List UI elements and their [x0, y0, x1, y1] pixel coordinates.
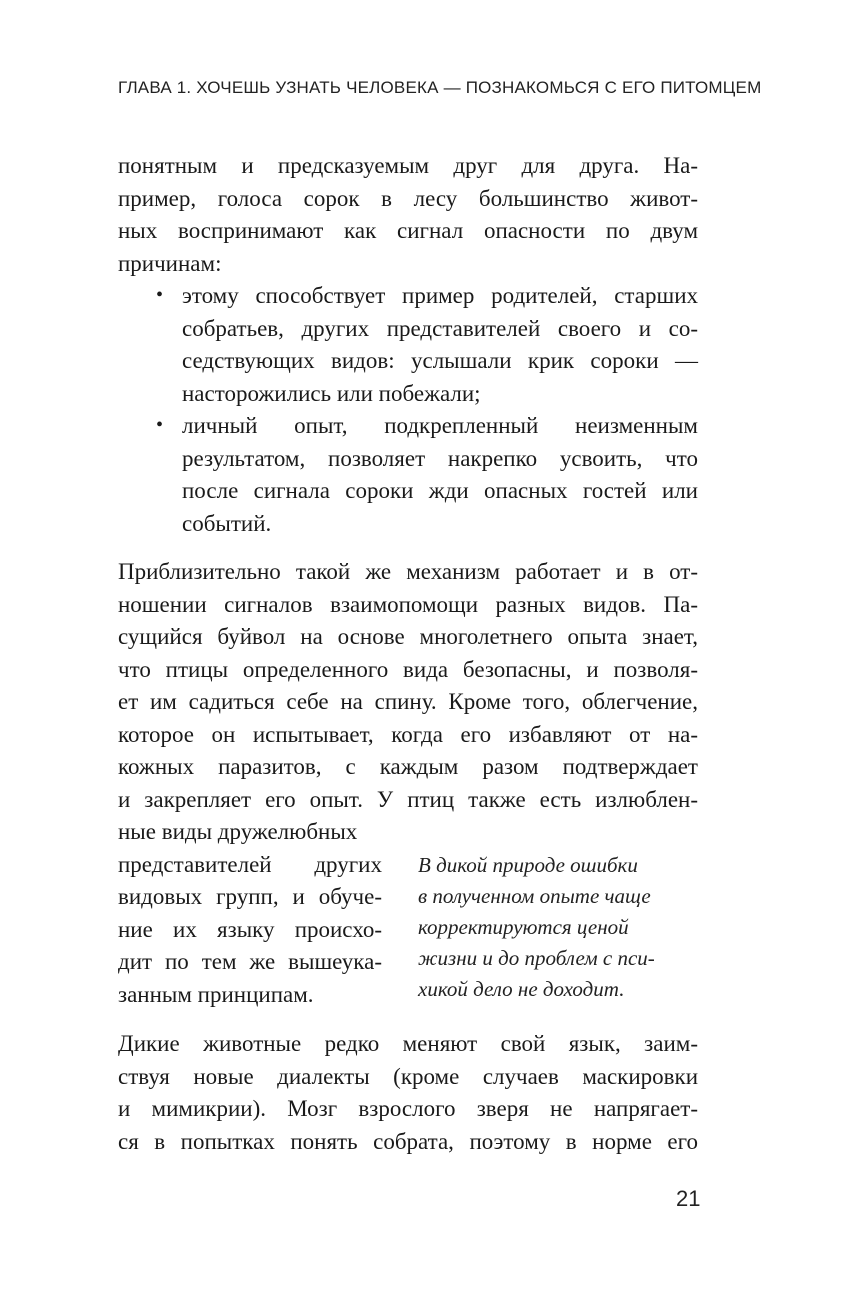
pullquote-line: хикой дело не доходит. — [418, 976, 625, 1001]
paragraph-line: кожных паразитов, с каждым разом подтверждает — [118, 754, 698, 779]
bullet-marker: • — [156, 284, 164, 306]
bullet-line: собратьев, других представителей своего и со- — [182, 315, 698, 341]
bullet-line: личный опыт, подкрепленный неизменным — [182, 413, 698, 438]
paragraph-line: представителей других — [118, 851, 382, 877]
paragraph-line: Приблизительно такой же механизм работает и в от- — [118, 559, 698, 584]
paragraph-line: причинам: — [118, 250, 222, 276]
paragraph-line: Дикие животные редко меняют свой язык, заим- — [118, 1031, 698, 1056]
bullet-line: после сигнала сороки жди опасных гостей или — [182, 478, 698, 503]
paragraph-line: сущийся буйвол на основе многолетнего опыта знает, — [118, 624, 698, 649]
paragraph-line: видовых групп, и обуче- — [118, 884, 382, 909]
pullquote-line: жизни и до проблем с пси- — [418, 945, 655, 970]
paragraph-line: ношении сигналов взаимопомощи разных видов. Па- — [118, 591, 698, 617]
paragraph-line: ет им садиться себе на спину. Кроме того, облегчение, — [118, 689, 698, 714]
paragraph-line: пример, голоса сорок в лесу большинство живот- — [118, 185, 698, 211]
paragraph-line: что птицы определенного вида безопасны, и позволя- — [118, 656, 698, 682]
bullet-line: насторожились или побежали; — [182, 380, 481, 406]
paragraph-line: ные виды дружелюбных — [118, 819, 358, 844]
bullet-line: этому способствует пример родителей, старших — [182, 283, 698, 308]
paragraph-line: ных воспринимают как сигнал опасности по двум — [118, 218, 698, 243]
paragraph-line: ствуя новые диалекты (кроме случаев маскировки — [118, 1063, 698, 1089]
paragraph-line: ние их языку происхо- — [118, 916, 382, 942]
paragraph-line: ся в попытках понять собрата, поэтому в норме его — [118, 1128, 698, 1154]
pullquote-line: В дикой природе ошибки — [418, 852, 638, 877]
running-head: ГЛАВА 1. ХОЧЕШЬ УЗНАТЬ ЧЕЛОВЕКА — ПОЗНАКОМЬСЯ С ЕГО ПИТОМЦЕМ — [118, 78, 762, 97]
pullquote-line: в полученном опыте чаще — [418, 883, 651, 908]
paragraph-line: понятным и предсказуемым друг для друга. На- — [118, 153, 698, 178]
page-number: 21 — [676, 1186, 701, 1211]
paragraph-line: и закрепляет его опыт. У птиц также есть излюблен- — [118, 786, 698, 812]
bullet-line: событий. — [182, 510, 272, 536]
paragraph-line: дит по тем же вышеука- — [118, 949, 382, 974]
paragraph-line: которое он испытывает, когда его избавляют от на- — [118, 721, 698, 747]
pullquote-line: корректируются ценой — [418, 914, 629, 939]
paragraph-line: занным принципам. — [118, 981, 314, 1007]
paragraph-line: и мимикрии). Мозг взрослого зверя не напрягает- — [118, 1096, 698, 1121]
bullet-line: результатом, позволяет накрепко усвоить, что — [182, 445, 698, 471]
bullet-line: седствующих видов: услышали крик сороки — — [182, 348, 698, 373]
bullet-marker: • — [156, 414, 164, 436]
